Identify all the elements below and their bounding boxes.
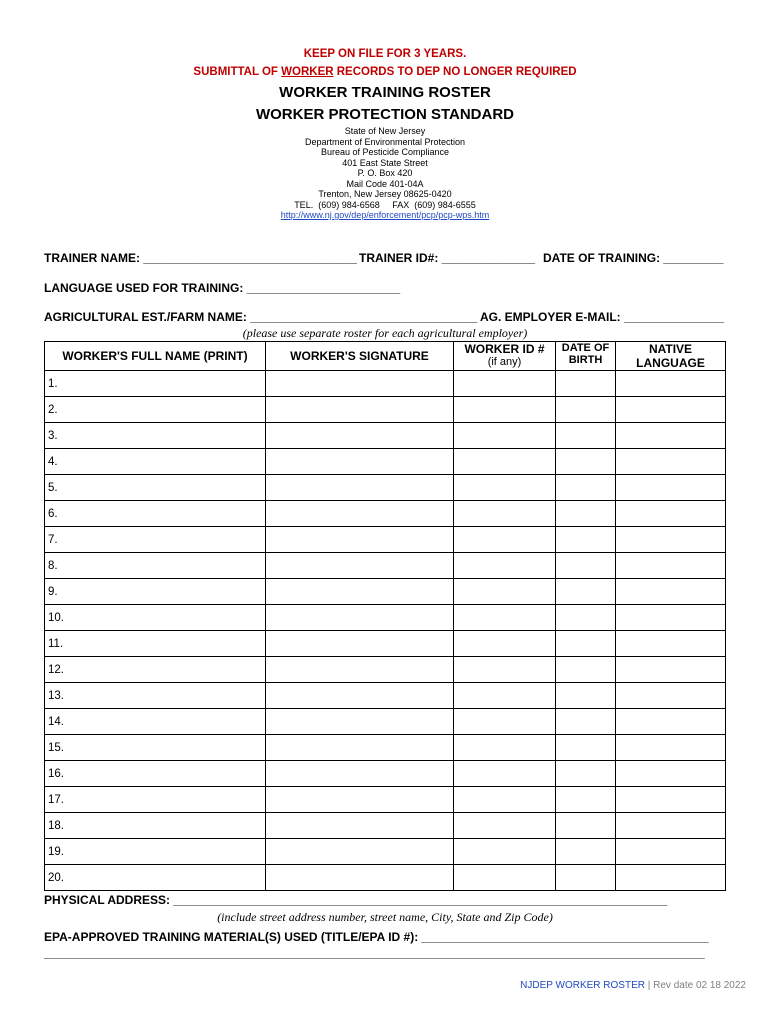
worker-id-cell[interactable] <box>454 423 556 449</box>
worker-id-cell[interactable] <box>454 865 556 891</box>
worker-signature-cell[interactable] <box>266 865 454 891</box>
worker-name-cell[interactable]: 10. <box>45 605 266 631</box>
training-language-field[interactable]: LANGUAGE USED FOR TRAINING: _______________________ <box>44 281 401 295</box>
worker-language-cell[interactable] <box>616 787 726 813</box>
table-row <box>45 631 726 657</box>
worker-signature-cell[interactable] <box>266 683 454 709</box>
farm-name-field[interactable]: AGRICULTURAL EST./FARM NAME: __________________________________ <box>44 310 478 324</box>
physical-address-field[interactable]: PHYSICAL ADDRESS: __________________________________________________________________________ <box>44 893 668 907</box>
worker-dob-cell[interactable] <box>556 501 616 527</box>
worker-language-cell[interactable] <box>616 761 726 787</box>
worker-signature-cell[interactable] <box>266 553 454 579</box>
address-note: (include street address number, street name, City, State and Zip Code) <box>217 910 553 924</box>
worker-id-cell[interactable] <box>454 813 556 839</box>
agency-phone: TEL. (609) 984-6568 FAX (609) 984-6555 <box>294 199 476 210</box>
table-row <box>45 605 726 631</box>
table-row <box>45 397 726 423</box>
worker-roster-table <box>44 341 726 891</box>
training-materials-field[interactable]: EPA-APPROVED TRAINING MATERIAL(S) USED (TITLE/EPA ID #): ___________________________________________ <box>44 930 709 944</box>
worker-dob-cell[interactable] <box>556 631 616 657</box>
worker-name-cell[interactable]: 14. <box>45 709 266 735</box>
worker-name-cell[interactable]: 15. <box>45 735 266 761</box>
table-row <box>45 449 726 475</box>
date-of-training-field[interactable]: DATE OF TRAINING: _________ <box>543 251 724 265</box>
worker-id-cell[interactable] <box>454 397 556 423</box>
worker-signature-cell[interactable] <box>266 475 454 501</box>
training-materials-line2[interactable]: ___________________________________________________________________________________________________ <box>44 946 705 960</box>
worker-name-cell[interactable]: 18. <box>45 813 266 839</box>
agency-city: Trenton, New Jersey 08625-0420 <box>318 189 452 199</box>
worker-id-cell[interactable] <box>454 579 556 605</box>
worker-language-cell[interactable] <box>616 397 726 423</box>
col-worker-id <box>454 342 556 371</box>
table-row <box>45 683 726 709</box>
worker-id-cell[interactable] <box>454 839 556 865</box>
table-row <box>45 813 726 839</box>
worker-language-cell[interactable] <box>616 839 726 865</box>
worker-signature-cell[interactable] <box>266 605 454 631</box>
worker-signature-cell[interactable] <box>266 813 454 839</box>
footer-label: NJDEP WORKER ROSTER <box>520 980 645 991</box>
worker-name-cell[interactable]: 20. <box>45 865 266 891</box>
worker-id-cell[interactable] <box>454 709 556 735</box>
col-worker-id-label: WORKER ID # <box>464 342 545 356</box>
submittal-notice <box>0 66 770 78</box>
worker-signature-cell[interactable] <box>266 501 454 527</box>
worker-signature-cell[interactable] <box>266 423 454 449</box>
roster-note: (please use separate roster for each agricultural employer) <box>242 326 528 340</box>
table-row <box>45 501 726 527</box>
worker-signature-cell[interactable] <box>266 787 454 813</box>
worker-language-cell[interactable] <box>616 371 726 397</box>
roster-body <box>45 371 726 891</box>
worker-language-cell[interactable] <box>616 865 726 891</box>
worker-id-cell[interactable] <box>454 605 556 631</box>
table-row <box>45 579 726 605</box>
table-row <box>45 657 726 683</box>
worker-id-cell[interactable] <box>454 787 556 813</box>
worker-dob-cell[interactable] <box>556 553 616 579</box>
worker-language-cell[interactable] <box>616 475 726 501</box>
worker-dob-cell[interactable] <box>556 605 616 631</box>
submittal-notice-end: RECORDS TO DEP NO LONGER REQUIRED <box>333 66 577 78</box>
col-dob-label-1: DATE OF <box>561 342 610 354</box>
employer-email-field[interactable]: AG. EMPLOYER E-MAIL: _______________ <box>480 310 725 324</box>
worker-name-cell[interactable]: 3. <box>45 423 266 449</box>
footer-separator: | <box>644 980 654 991</box>
worker-signature-cell[interactable] <box>266 657 454 683</box>
worker-language-cell[interactable] <box>616 527 726 553</box>
worker-signature-cell[interactable] <box>266 839 454 865</box>
worker-name-cell[interactable]: 16. <box>45 761 266 787</box>
worker-id-cell[interactable] <box>454 501 556 527</box>
worker-dob-cell[interactable] <box>556 449 616 475</box>
worker-name-cell[interactable]: 7. <box>45 527 266 553</box>
worker-name-cell[interactable]: 4. <box>45 449 266 475</box>
worker-dob-cell[interactable] <box>556 865 616 891</box>
worker-signature-cell[interactable] <box>266 449 454 475</box>
col-worker-name: WORKER'S FULL NAME (PRINT) <box>45 342 266 371</box>
col-worker-id-note: (if any) <box>487 356 522 368</box>
roster-header-row <box>45 342 726 371</box>
worker-language-cell[interactable] <box>616 735 726 761</box>
worker-dob-cell[interactable] <box>556 787 616 813</box>
worker-signature-cell[interactable] <box>266 527 454 553</box>
table-row <box>45 475 726 501</box>
footer-rev-date: Rev date 02 18 2022 <box>653 980 746 991</box>
worker-name-cell[interactable]: 1. <box>45 371 266 397</box>
worker-name-cell[interactable]: 12. <box>45 657 266 683</box>
worker-signature-cell[interactable] <box>266 631 454 657</box>
worker-name-cell[interactable]: 9. <box>45 579 266 605</box>
worker-dob-cell[interactable] <box>556 423 616 449</box>
table-row <box>45 527 726 553</box>
worker-dob-cell[interactable] <box>556 761 616 787</box>
trainer-name-field[interactable]: TRAINER NAME: ________________________________ <box>44 251 357 265</box>
col-dob-label-2: BIRTH <box>568 354 603 366</box>
worker-id-cell[interactable] <box>454 761 556 787</box>
worker-dob-cell[interactable] <box>556 397 616 423</box>
worker-signature-cell[interactable] <box>266 761 454 787</box>
table-row <box>45 865 726 891</box>
worker-dob-cell[interactable] <box>556 683 616 709</box>
table-row <box>45 423 726 449</box>
table-row <box>45 371 726 397</box>
submittal-notice-worker: WORKER <box>281 66 334 78</box>
worker-language-cell[interactable] <box>616 605 726 631</box>
worker-signature-cell[interactable] <box>266 397 454 423</box>
worker-id-cell[interactable] <box>454 553 556 579</box>
worker-id-cell[interactable] <box>454 527 556 553</box>
worker-id-cell[interactable] <box>454 657 556 683</box>
retention-notice: KEEP ON FILE FOR 3 YEARS. <box>303 48 467 60</box>
worker-name-cell[interactable]: 8. <box>45 553 266 579</box>
trainer-id-field[interactable]: TRAINER ID#: ______________ <box>359 251 536 265</box>
col-lang-label-1: NATIVE <box>648 342 693 356</box>
worker-signature-cell[interactable] <box>266 735 454 761</box>
table-row <box>45 761 726 787</box>
worker-dob-cell[interactable] <box>556 839 616 865</box>
agency-bureau: Bureau of Pesticide Compliance <box>320 147 450 157</box>
worker-language-cell[interactable] <box>616 813 726 839</box>
worker-language-cell[interactable] <box>616 709 726 735</box>
worker-signature-cell[interactable] <box>266 709 454 735</box>
worker-name-cell[interactable]: 13. <box>45 683 266 709</box>
worker-name-cell[interactable]: 11. <box>45 631 266 657</box>
worker-name-cell[interactable]: 17. <box>45 787 266 813</box>
worker-id-cell[interactable] <box>454 475 556 501</box>
page-subtitle: WORKER PROTECTION STANDARD <box>255 106 515 123</box>
col-date-of-birth <box>556 342 616 371</box>
agency-address <box>0 126 770 221</box>
worker-language-cell[interactable] <box>616 683 726 709</box>
worker-id-cell[interactable] <box>454 371 556 397</box>
table-row <box>45 553 726 579</box>
worker-id-cell[interactable] <box>454 631 556 657</box>
worker-dob-cell[interactable] <box>556 657 616 683</box>
table-row <box>45 709 726 735</box>
agency-department: Department of Environmental Protection <box>304 136 466 147</box>
worker-id-cell[interactable] <box>454 735 556 761</box>
worker-dob-cell[interactable] <box>556 709 616 735</box>
table-row <box>45 839 726 865</box>
worker-dob-cell[interactable] <box>556 813 616 839</box>
agency-po-box: P. O. Box 420 <box>357 168 413 178</box>
worker-name-cell[interactable]: 2. <box>45 397 266 423</box>
worker-language-cell[interactable] <box>616 423 726 449</box>
agency-state: State of New Jersey <box>344 126 426 136</box>
worker-id-cell[interactable] <box>454 449 556 475</box>
col-worker-signature: WORKER'S SIGNATURE <box>266 342 454 371</box>
worker-language-cell[interactable] <box>616 553 726 579</box>
worker-language-cell[interactable] <box>616 631 726 657</box>
worker-language-cell[interactable] <box>616 579 726 605</box>
worker-name-cell[interactable]: 6. <box>45 501 266 527</box>
col-native-language <box>616 342 726 371</box>
col-lang-label-2: LANGUAGE <box>636 356 705 370</box>
page-title: WORKER TRAINING ROSTER <box>279 84 491 101</box>
worker-dob-cell[interactable] <box>556 371 616 397</box>
worker-signature-cell[interactable] <box>266 371 454 397</box>
footer <box>520 980 746 991</box>
worker-language-cell[interactable] <box>616 449 726 475</box>
submittal-notice-start: SUBMITTAL OF <box>193 66 282 78</box>
worker-signature-cell[interactable] <box>266 579 454 605</box>
worker-dob-cell[interactable] <box>556 527 616 553</box>
table-row <box>45 787 726 813</box>
agency-website-link[interactable]: http://www.nj.gov/dep/enforcement/pcp/pcp-wps.htm <box>280 210 490 220</box>
worker-name-cell[interactable]: 19. <box>45 839 266 865</box>
worker-id-cell[interactable] <box>454 683 556 709</box>
table-row <box>45 735 726 761</box>
agency-street: 401 East State Street <box>342 157 428 168</box>
worker-dob-cell[interactable] <box>556 475 616 501</box>
worker-name-cell[interactable]: 5. <box>45 475 266 501</box>
worker-dob-cell[interactable] <box>556 579 616 605</box>
worker-language-cell[interactable] <box>616 501 726 527</box>
worker-language-cell[interactable] <box>616 657 726 683</box>
agency-mail-code: Mail Code 401-04A <box>346 178 424 189</box>
worker-dob-cell[interactable] <box>556 735 616 761</box>
